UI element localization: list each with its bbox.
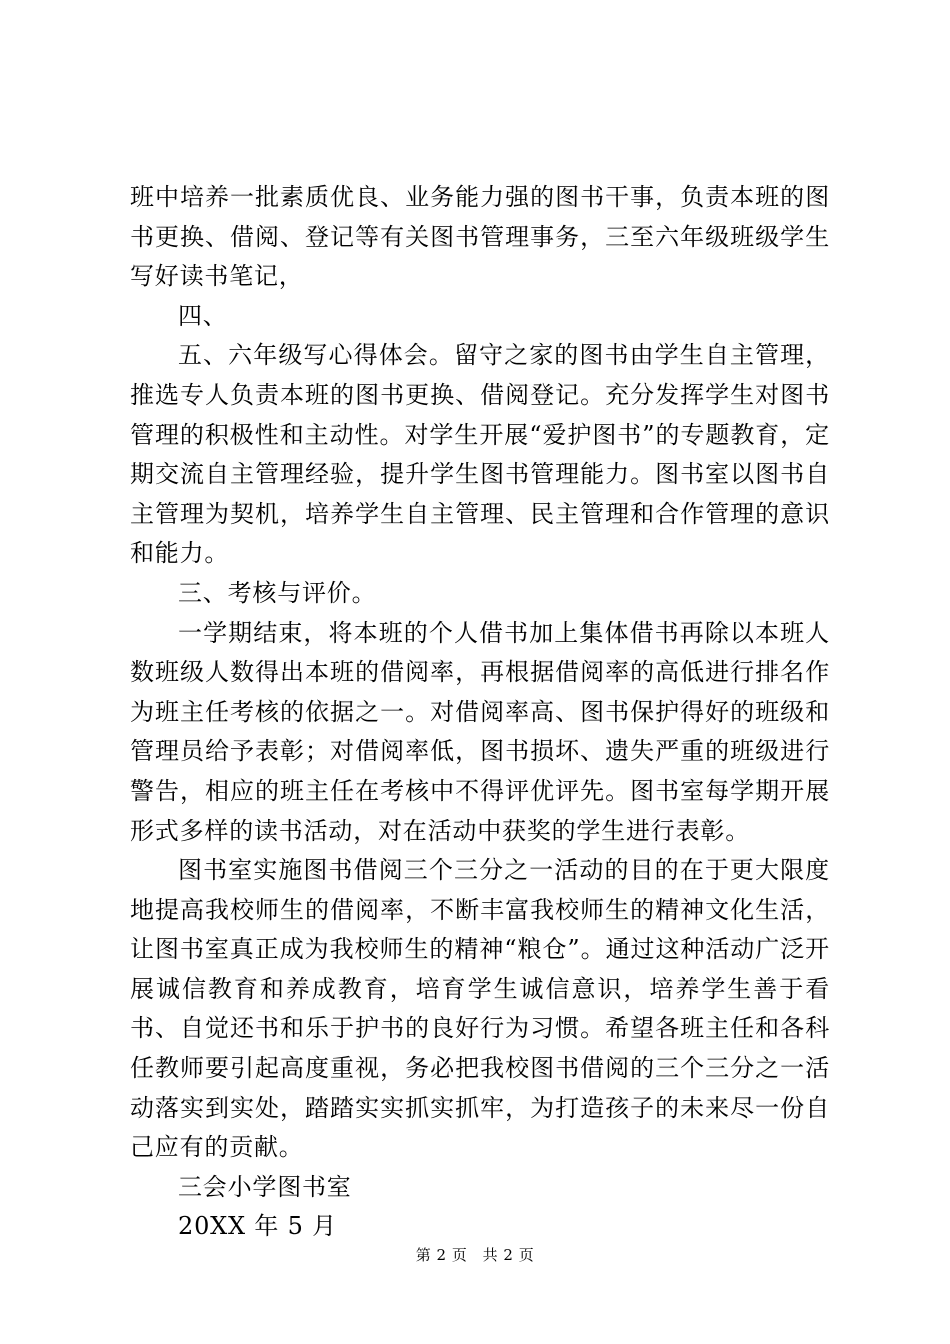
paragraph-1: 班中培养一批素质优良、业务能力强的图书干事，负责本班的图书更换、借阅、登记等有关图书管理事务，三至六年级班级学生写好读书笔记， xyxy=(130,183,830,291)
signature-organization: 三会小学图书室 xyxy=(178,1172,352,1201)
paragraph-2: 四、 xyxy=(178,301,228,330)
signature-date: 20XX 年 5 月 xyxy=(178,1212,337,1241)
paragraph-5: 一学期结束，将本班的个人借书加上集体借书再除以本班人数班级人数得出本班的借阅率，再根据借阅率的高低进行排名作为班主任考核的依据之一。对借阅率高、图书保护得好的班级和管理员给予表彰；对借阅率低，图书损坏、遗失严重的班级进行警告，相应的班主任在考核中不得评优评先。图书室每学期开展形式多样的读书活动，对在活动中获奖的学生进行表彰。 xyxy=(130,618,830,845)
section-heading: 三、考核与评价。 xyxy=(178,578,377,607)
page-total: 共 2 页 xyxy=(482,1246,535,1264)
page-number: 第 2 页 xyxy=(415,1246,468,1264)
paragraph-6: 图书室实施图书借阅三个三分之一活动的目的在于更大限度地提高我校师生的借阅率，不断丰富我校师生的精神文化生活，让图书室真正成为我校师生的精神“粮仓”。通过这种活动广泛开展诚信教育和养成教育，培育学生诚信意识，培养学生善于看书、自觉还书和乐于护书的良好行为习惯。希望各班主任和各科任教师要引起高度重视，务必把我校图书借阅的三个三分之一活动落实到实处，踏踏实实抓实抓牢，为打造孩子的未来尽一份自己应有的贡献。 xyxy=(130,856,830,1162)
document-body xyxy=(130,178,830,1247)
paragraph-3: 五、六年级写心得体会。留守之家的图书由学生自主管理，推选专人负责本班的图书更换、借阅登记。充分发挥学生对图书管理的积极性和主动性。对学生开展“爱护图书”的专题教育，定期交流自主管理经验，提升学生图书管理能力。图书室以图书自主管理为契机，培养学生自主管理、民主管理和合作管理的意识和能力。 xyxy=(130,341,830,568)
page-footer xyxy=(0,1245,950,1265)
